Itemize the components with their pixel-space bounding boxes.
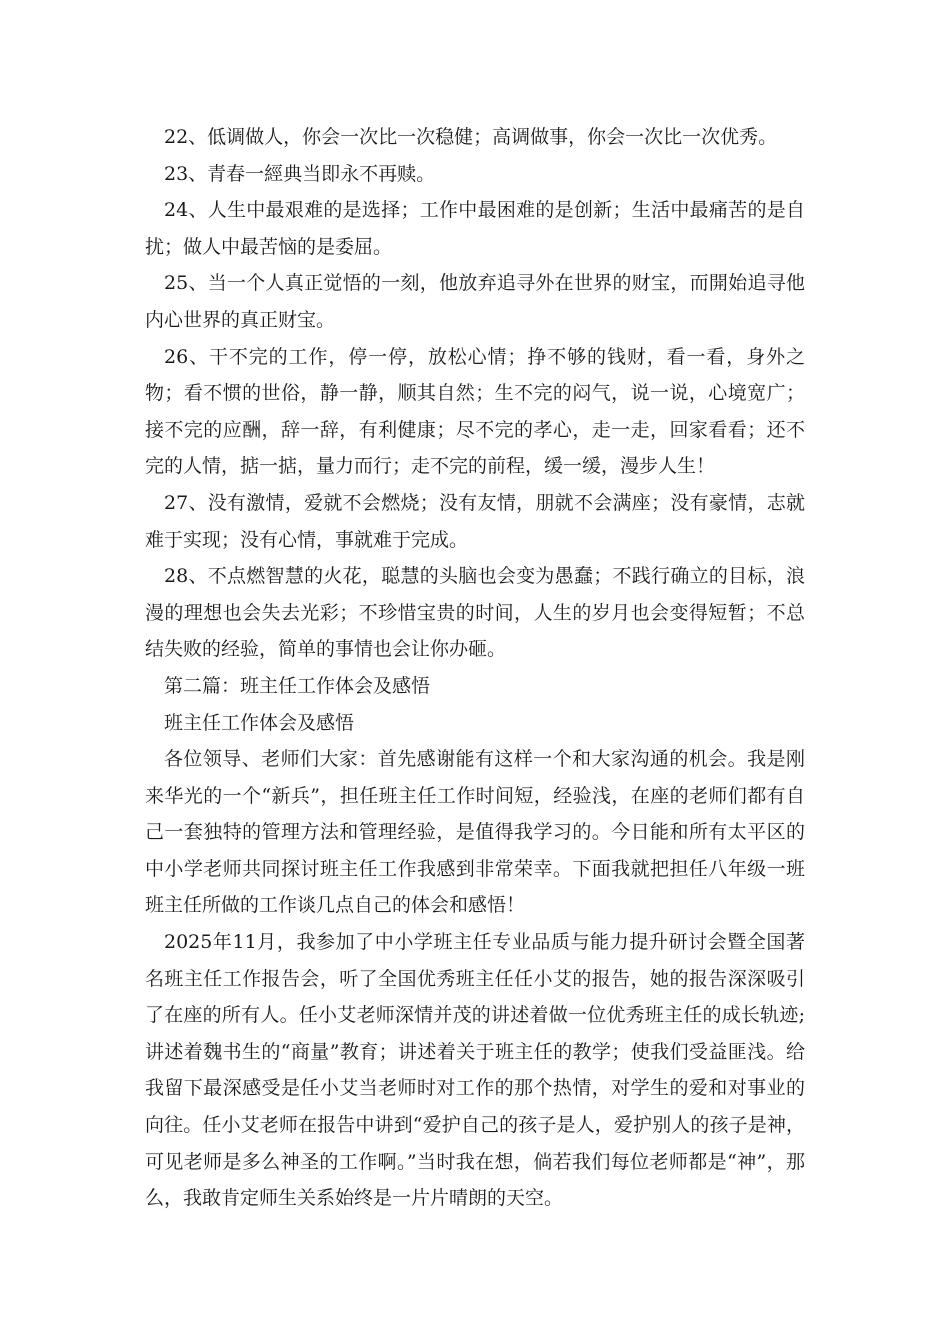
quote-paragraph-24: 24、人生中最艰难的是选择；工作中最困难的是创新；生活中最痛苦的是自扰；做人中最苦恼的是委屈。 [145, 199, 805, 258]
article-title: 班主任工作体会及感悟 [164, 711, 355, 734]
quote-paragraph-22: 22、低调做人，你会一次比一次稳健；高调做事，你会一次比一次优秀。 [164, 126, 778, 148]
document-page [145, 119, 805, 1217]
section-title: 第二篇：班主任工作体会及感悟 [164, 674, 431, 697]
quote-paragraph-25: 25、当一个人真正觉悟的一刻，他放弃追寻外在世界的财宝，而開始追寻他内心世界的真正财宝。 [145, 272, 805, 331]
quote-paragraph-26: 26、干不完的工作，停一停，放松心情；挣不够的钱财，看一看，身外之物；看不惯的世俗，静一静，顺其自然；生不完的闷气，说一说，心境宽广；接不完的应酬，辞一辞，有利健康；尽不完的孝心，走一走，回家看看；还不完的人情，掂一掂，量力而行；走不完的前程，缓一缓，漫步人生！ [145, 345, 805, 478]
quote-paragraph-23: 23、青春一經典当即永不再赎。 [164, 162, 436, 185]
quote-paragraph-28: 28、不点燃智慧的火花，聪慧的头脑也会变为愚蠢；不践行确立的目标，浪漫的理想也会失去光彩；不珍惜宝贵的时间，人生的岁月也会变得短暂；不总结失败的经验，简单的事情也会让你办砸。 [145, 565, 805, 661]
body-paragraph-report: 2025年11月，我参加了中小学班主任专业品质与能力提升研讨会暨全国著名班主任工作报告会，听了全国优秀班主任任小艾的报告，她的报告深深吸引了在座的所有人。任小艾老师深情并茂的讲述着做一位优秀班主任的成长轨迹;讲述着魏书生的“商量”教育；讲述着关于班主任的教学；使我们受益匪浅。给我留下最深感受是任小艾当老师时对工作的那个热情，对学生的爱和对事业的向往。任小艾老师在报告中讲到“爱护自己的孩子是人，爱护别人的孩子是神，可见老师是多么神圣的工作啊。”当时我在想，倘若我们每位老师都是“神”，那么，我敢肯定师生关系始终是一片片晴朗的天空。 [145, 931, 805, 1210]
body-paragraph-intro: 各位领导、老师们大家：首先感谢能有这样一个和大家沟通的机会。我是刚来华光的一个“新兵”，担任班主任工作时间短，经验浅，在座的老师们都有自己一套独特的管理方法和管理经验，是值得我学习的。今日能和所有太平区的中小学老师共同探讨班主任工作我感到非常荣幸。下面我就把担任八年级一班班主任所做的工作谈几点自己的体会和感悟！ [145, 748, 805, 917]
quote-paragraph-27: 27、没有激情，爱就不会燃烧；没有友情，朋就不会满座；没有豪情，志就难于实现；没有心情，事就难于完成。 [145, 491, 805, 551]
